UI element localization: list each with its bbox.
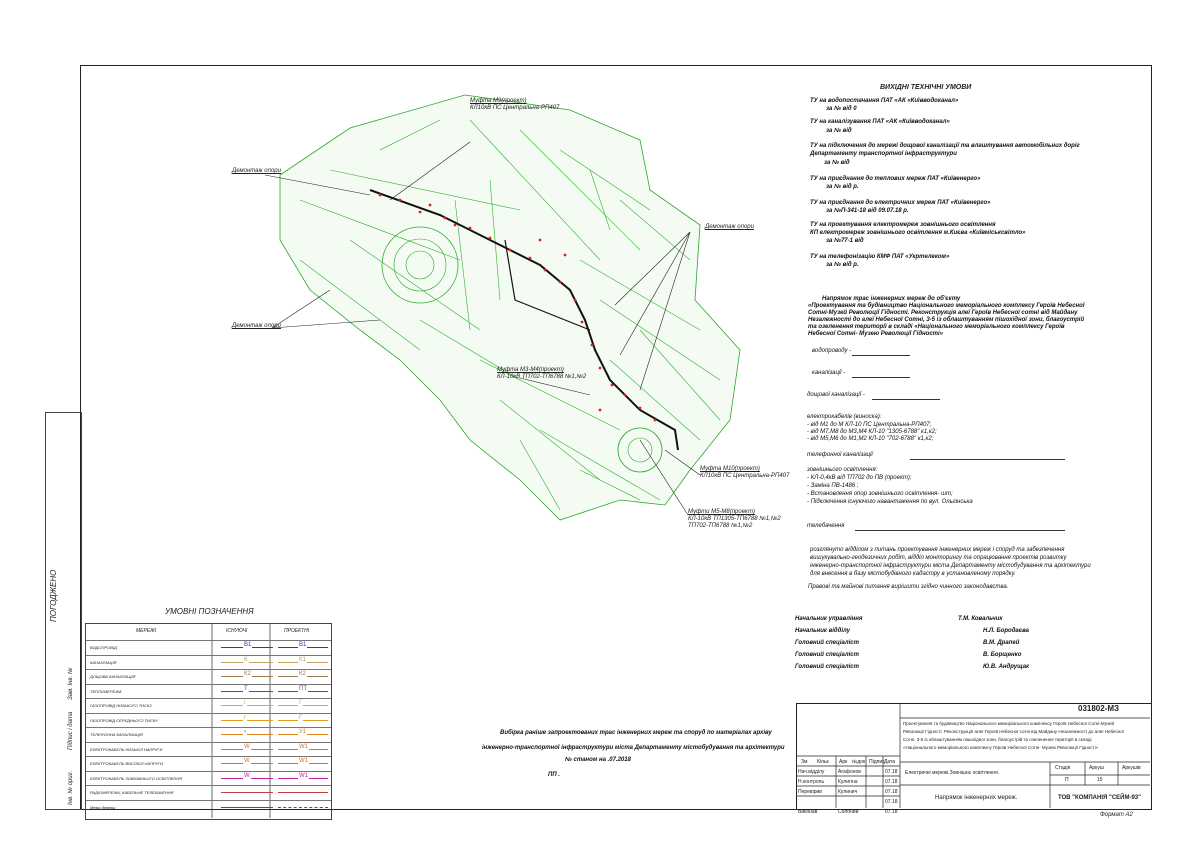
existing-code: W — [244, 743, 250, 750]
archive-note-line: інженерно-транспортної інфраструктури міста Департаменту містобудування та архітектури — [482, 745, 785, 751]
archive-note-line: Вибірка раніше запроектованих трас інженерних мереж та споруд по матеріалах архіву — [500, 730, 772, 736]
stage-header: Стадія — [1055, 765, 1071, 771]
project-code: Г — [299, 700, 303, 706]
person-date: 07.18 — [885, 769, 898, 775]
condition-line: ТУ на приєднання до теплових мереж ПАТ «Київенерго» — [810, 176, 981, 182]
cable-line: - від М5,М6 до М1,М2 КЛ-10 "702-6788" к1,к2; — [807, 436, 934, 442]
lighting-line: - КЛ-0,4кВ від ТП702 до ПВ (проект); — [807, 475, 912, 481]
legend-row-name: ГАЗОПРОВІД СЕРЕДНЬОГО ТИСКУ — [90, 717, 158, 723]
notes-intro-line: та озеленення території в складі «Національного меморіального комплексу Героїв — [808, 324, 1065, 330]
sheet-header: Аркуш — [1089, 765, 1104, 771]
agreement-line: вишукувально-геодезичних робіт, відділ моніторингу та опрацювання проектів розвитку — [810, 555, 1067, 561]
project-code: У1 — [299, 729, 307, 735]
blank-line — [852, 377, 910, 378]
notes-intro-line: Небесної Сотні- Музею Революції Гідності» — [808, 331, 943, 337]
legend-row — [86, 771, 331, 786]
water-label: водопроводу - — [812, 348, 852, 354]
person-name: Агафонов — [838, 769, 861, 775]
condition-line: за № від р. — [826, 184, 859, 190]
existing-code: W — [244, 772, 250, 779]
project-line: Проектування та будівництво Національного меморіального комплексу Героїв Небесної Сотні-Музей — [903, 721, 1114, 726]
legend-row — [86, 698, 331, 713]
existing-code: Т — [244, 685, 248, 692]
project-code: W1 — [299, 743, 308, 750]
condition-line: ТУ на проектування електромереж зовнішнього освітлення — [810, 222, 996, 228]
condition-line: за № від 0 — [826, 106, 857, 112]
project-code: ПТ — [299, 685, 307, 692]
project-code: К1 — [299, 656, 306, 663]
callout-demontage-1: Демонтаж опори — [232, 168, 281, 174]
legend-row — [86, 655, 331, 670]
legend-row-name: ТЕЛЕФОННА КАНАЛІЗАЦІЯ — [90, 732, 143, 737]
callout-m5m8: Муфти М5-М8(проект) КЛ-10кВ ТП1305-ТП6788 №1,№2 ТП702-ТП6788 №1,№2 — [688, 509, 781, 529]
stamp-label-2: Підпис і дата — [68, 711, 74, 750]
rain-label: дощової каналізації - — [807, 392, 865, 398]
legend-row — [86, 727, 331, 742]
stamp-column-header: Дата — [884, 759, 896, 765]
condition-line: за № від — [824, 160, 850, 166]
legend-row — [86, 684, 331, 699]
lighting-line: - Встановлення опор зовнішнього освітлення- шт; — [807, 491, 953, 497]
project-code: В1 — [299, 642, 307, 648]
stamp-column-header: №док — [852, 759, 866, 765]
callout-demontage-2: Демонтаж опори — [705, 224, 754, 230]
legend-row-name: ВОДОПРОВІД — [90, 645, 117, 650]
sewer-label: каналізації - — [812, 370, 846, 376]
stamp-column-header: Зм — [801, 759, 808, 765]
existing-code: К — [244, 656, 248, 663]
blank-line — [855, 530, 1065, 531]
condition-line: Департаменту транспортної інфраструктури — [810, 151, 957, 157]
notes-intro-line: Напрямок трас інженерних мереж до об'єкту — [822, 296, 961, 302]
signer-name: В.М. Драпей — [983, 640, 1020, 646]
existing-code: В1 — [244, 642, 252, 648]
agreement-line: для внесення в базу містобудівного кадастру в установленому порядку. — [810, 571, 1016, 577]
notes-intro-line: Незалежності до алеї Небесної Сотні, 3-5 із облаштуванням пішохідної зони, благоустрій — [808, 317, 1085, 323]
lighting-line: - Підключення існуючого навантаження по вул. Ольгінська — [807, 499, 973, 505]
signer-role: Головний спеціаліст — [795, 664, 859, 670]
legend-row-name: ГАЗОПРОВІД НИЗЬКОГО ТИСКУ — [90, 703, 152, 708]
condition-line: ТУ на телефонізацію КМФ ПАТ «Укртелеком» — [810, 254, 950, 260]
condition-line: ТУ на приєднання до електричних мереж ПАТ «Київенерго» — [810, 200, 991, 206]
legend-row-name: ЕЛЕКТРОКАБЕЛЬ ВИСОКОЇ НАПРУГИ — [90, 761, 163, 766]
person-name: Кулинич — [838, 789, 858, 795]
existing-line-sample — [221, 792, 273, 793]
person-role: Нач.відділу — [798, 769, 825, 775]
person-date: 07.18 — [885, 809, 898, 815]
project-code: К2 — [299, 671, 306, 677]
callout-m3m4: Муфта М3-М4(проект) КЛ-10кВ ТП702-ТП6788 №1,№2 — [497, 367, 587, 380]
signer-role: Головний спеціаліст — [795, 640, 859, 646]
phone-label: телефонної каналізації — [807, 452, 873, 458]
existing-line-sample — [221, 807, 273, 808]
legend-row — [86, 742, 331, 757]
person-name: Кулигіна — [838, 779, 858, 785]
agreement-line: розглянуто відділом з питань проектування інженерних мереж і споруд та забезпечення — [810, 547, 1065, 553]
stamp-column-header: Арк — [839, 759, 848, 765]
signer-role: Начальник відділу — [795, 628, 851, 634]
legend-row — [86, 756, 331, 771]
person-date: 07.18 — [885, 789, 898, 795]
blank-line — [910, 459, 1065, 460]
sheet-value: 15 — [1097, 777, 1103, 783]
cables-head: електрокабелів (виноска): — [807, 414, 882, 420]
legend-title: УМОВНІ ПОЗНАЧЕННЯ — [165, 607, 254, 616]
existing-code: ▪ — [244, 729, 247, 735]
condition-line: КП електромереж зовнішнього освітлення м.Києва «Київміськсвітло» — [810, 230, 1026, 236]
survey-area — [280, 95, 740, 520]
archive-note-line: № станом на .07.2018 — [565, 757, 631, 763]
stamp-column-header: Кільк — [817, 759, 829, 765]
stamp-label-3: Інв. № ориг. — [68, 770, 74, 805]
lighting-head: зовнішнього освітлення: — [807, 467, 878, 473]
warning-line: Правові та майнові питання вирішити згідно чинного законодавства. — [808, 584, 1009, 590]
existing-code: К2 — [244, 671, 251, 677]
project-line-sample — [278, 807, 328, 808]
drawing-title: Напрямок інженерних мереж. — [935, 795, 1018, 801]
person-name: Солоний — [838, 809, 859, 815]
legend-table — [85, 623, 332, 820]
stage-value: П — [1065, 777, 1069, 783]
person-role: Виконав — [798, 809, 818, 815]
legend-col-nets: МЕРЕЖІ — [136, 628, 157, 634]
condition-line: за №П-341-18 від 09.07.18 р. — [826, 208, 909, 214]
signer-name: В. Борщенко — [983, 652, 1022, 658]
existing-code: г — [244, 714, 247, 721]
stamp-label-1: Зам. Інв. № — [68, 667, 74, 700]
project-code: W1 — [299, 758, 308, 764]
lighting-line: - Заміна ПВ-1486 ; — [807, 483, 859, 489]
legend-row-name: ЕЛЕКТРОКАБЕЛЬ НИЗЬКОЇ НАПРУГИ — [90, 746, 163, 752]
cable-line: - від М7,М8 до М3,М4 КЛ-10 "1305-6788" к1,к2; — [807, 429, 937, 435]
archive-note-line: ПП . — [548, 772, 560, 778]
signer-role: Головний спеціаліст — [795, 652, 859, 658]
signer-name: Ю.В. Андрущак — [983, 664, 1030, 670]
legend-row — [86, 785, 331, 800]
conditions-title: ВИХІДНІ ТЕХНІЧНІ УМОВИ — [880, 84, 972, 91]
tv-label: телебачення — [807, 523, 845, 529]
legend-col-proj: ПРОЕКТНІ — [284, 628, 310, 634]
notes-intro-line: Сотні-Музей Революції Гідності. Реконструкція алеї Героїв Небесної сотні від Майдану — [808, 310, 1078, 316]
condition-line: за №77-1 від — [826, 238, 864, 244]
callout-demontage-3: Демонтаж опори — [232, 323, 281, 329]
condition-line: ТУ на каналізування ПАТ «АК «Київводоканал» — [810, 119, 950, 125]
condition-line: ТУ на підключення до мережі дощової каналізації та влаштування автомобільних доріг — [810, 143, 1080, 149]
person-role: Н.контроль — [798, 779, 825, 785]
project-code: Г — [299, 714, 303, 721]
condition-line: за № від — [826, 128, 852, 134]
cable-line: - від М1 до М КЛ-10 ПС Центральна-РП407; — [807, 422, 932, 428]
notes-intro-line: «Проектування та будівництво Національного меморіального комплексу Героїв Небесної — [808, 303, 1085, 309]
legend-row-name: ТЕПЛОМЕРЕЖА — [90, 688, 122, 694]
sheets-header: Аркушів — [1122, 765, 1141, 771]
signer-name: Т.М. Ковальчик — [958, 616, 1003, 622]
stamp-column-header: Підпис — [869, 759, 885, 765]
legend-row — [86, 800, 331, 815]
condition-line: ТУ на водопостачання ПАТ «АК «Київводоканал» — [810, 98, 959, 104]
agreement-line: інженерно-транспортної інфраструктури міста Департаменту містобудування та архітектури — [810, 563, 1091, 569]
project-line: «Національного меморіального комплексу Героїв Небесної Сотні- Музею Революції Гідності» — [903, 745, 1099, 750]
legend-row — [86, 713, 331, 728]
legend-row-name: Межа ділянки — [90, 804, 116, 810]
blank-line — [852, 355, 910, 356]
callout-m10: Муфта М10(проект) КЛ10кВ ПС Центральна-РП407 — [700, 466, 790, 479]
drawing-code: 031802-МЗ — [1078, 704, 1120, 713]
legend-row — [86, 640, 331, 655]
person-date: 07.18 — [885, 779, 898, 785]
sheet-title: Електричні мережі.Зовнішнє освітлення. — [905, 770, 1000, 776]
condition-line: за № від р. — [826, 262, 859, 268]
agreed-label: ПОГОДЖЕНО — [49, 569, 58, 622]
person-date: 07.18 — [885, 799, 898, 805]
format-label: Формат А2 — [1100, 812, 1133, 818]
legend-row-name: КАНАЛІЗАЦІЯ — [90, 659, 117, 665]
signer-role: Начальник управління — [795, 616, 863, 622]
callout-m9: Муфта М9(проект) КЛ10кВ ПС Центральна-РП407 — [470, 98, 560, 111]
blank-line — [872, 399, 940, 400]
existing-code: W — [244, 758, 250, 764]
legend-col-exist: ІСНУЮЧІ — [226, 628, 248, 634]
legend-row-name: ДОЩОВА КАНАЛІЗАЦІЯ — [90, 674, 136, 679]
project-line: Революції Гідності. Реконструкція алеї Героїв Небесної сотні від Майдану Незалежності до алеї Небесної — [903, 729, 1124, 734]
project-line: Сотні, 3-5 із облаштуванням пішохідної зони, благоустрій та озеленення території в складі — [903, 737, 1092, 742]
company-name: ТОВ "КОМПАНІЯ "СЕЙМ-93" — [1058, 795, 1141, 801]
legend-row-name: РАДІОМЕРЕЖА, КАБЕЛЬНЕ ТЕЛЕБАЧЕННЯ — [90, 790, 174, 795]
existing-code: г — [244, 700, 247, 706]
project-line-sample — [278, 792, 328, 793]
project-code: W1 — [299, 772, 308, 779]
signer-name: Н.Л. Бородаєва — [983, 628, 1030, 634]
person-role: Перевірив — [798, 789, 822, 795]
legend-row-name: ЕЛЕКТРОКАБЕЛЬ ЗОВНІШНЬОГО ОСВІТЛЕННЯ — [90, 775, 182, 781]
legend-row — [86, 669, 331, 684]
